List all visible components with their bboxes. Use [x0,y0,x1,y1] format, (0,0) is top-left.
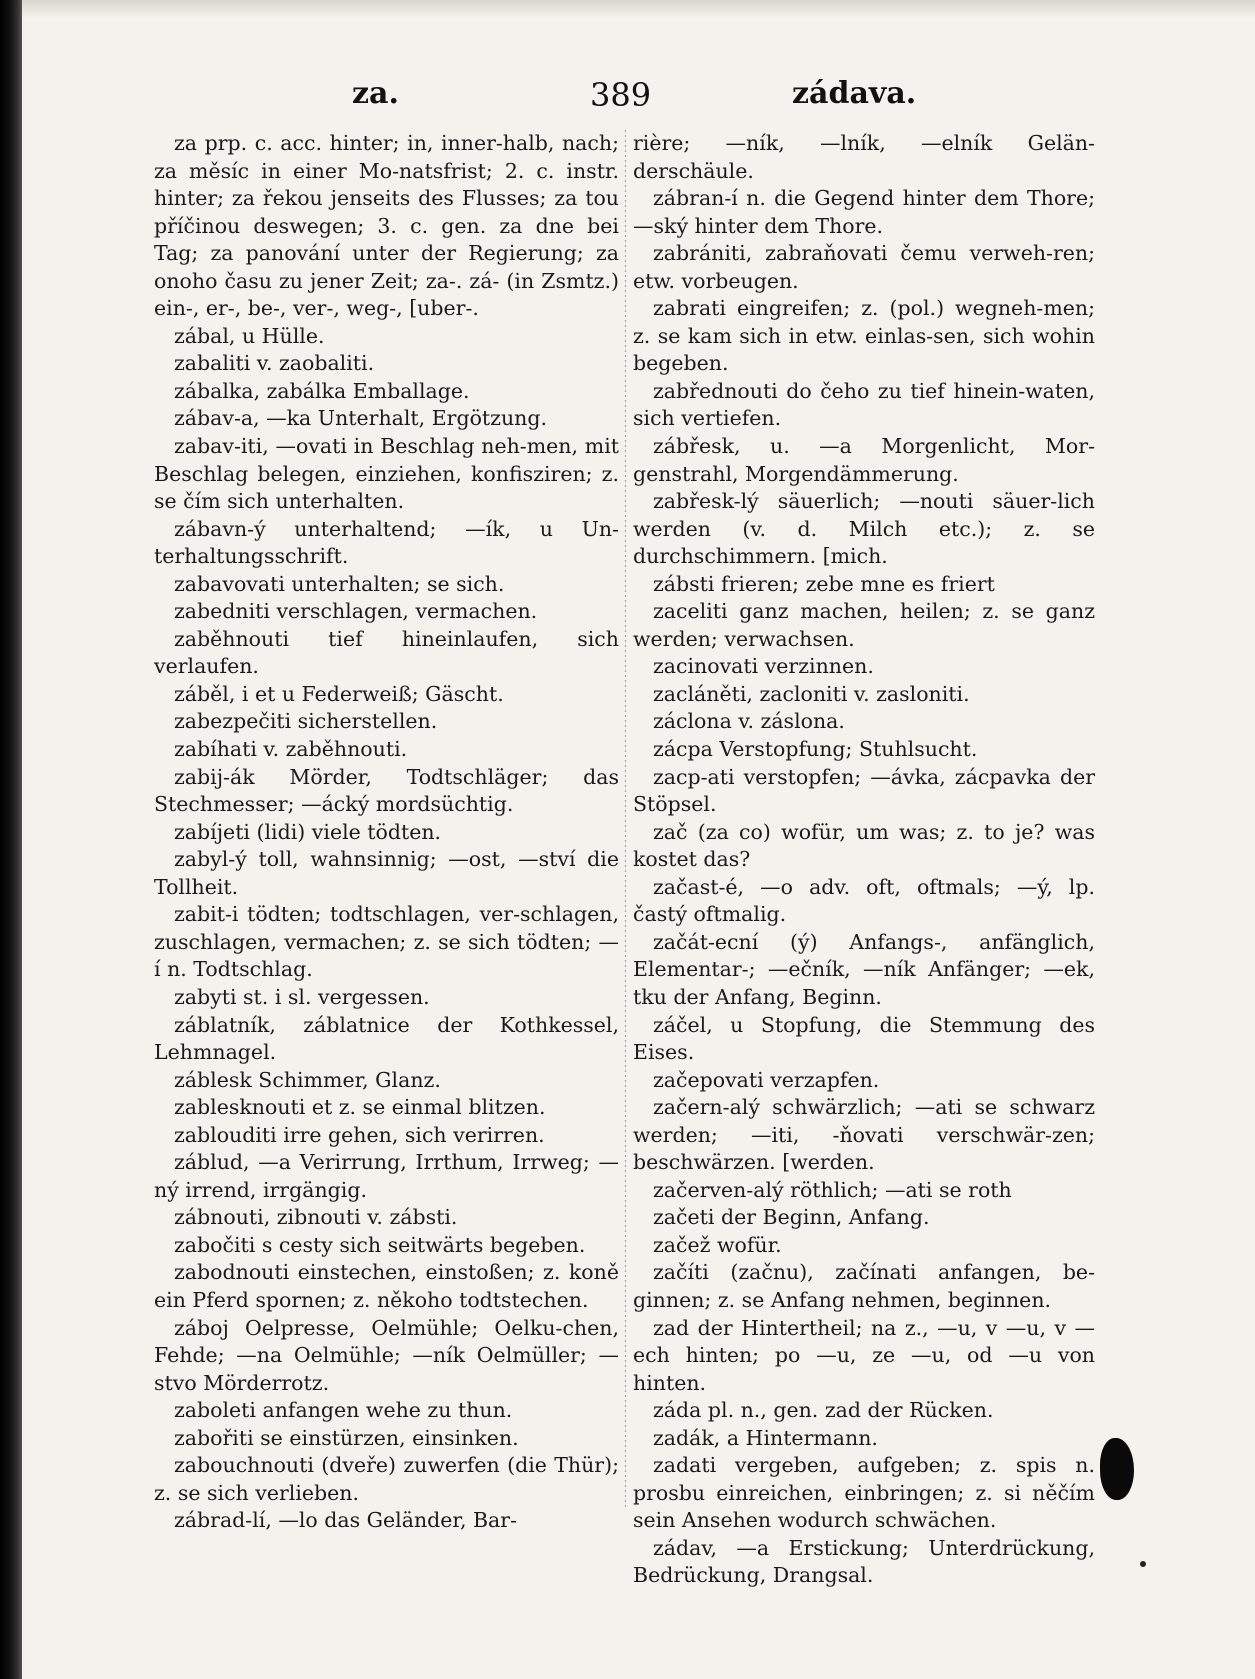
dictionary-entry: zabíjeti (lidi) viele tödten. [174,819,442,844]
dictionary-entry: zábrad-lí, —lo das Geländer, Bar- [174,1508,517,1533]
dictionary-entry: zaceliti ganz machen, heilen; z. se ganz werden; verwachsen. [633,599,1095,651]
dictionary-entry: zabíhati v. zaběhnouti. [174,737,408,762]
page-edge-shadow [22,0,1255,18]
dictionary-entry: zabořiti se einstürzen, einsinken. [174,1425,519,1450]
dictionary-entry: začež wofür. [653,1232,782,1257]
binding-gutter [0,0,22,1679]
dictionary-entry: záblud, —a Verirrung, Irrthum, Irrweg; —ný irrend, irrgängig. [154,1150,619,1202]
dictionary-entry: zádav, —a Erstickung; Unterdrückung, Bedrückung, Drangsal. [633,1535,1095,1588]
dictionary-entry: začern-alý schwärzlich; —ati se schwarz werden; —iti, -ňovati verschwär-zen; beschwärzen. [werden. [633,1095,1095,1175]
dictionary-entry: zábavn-ý unterhaltend; —ík, u Un-terhaltungsschrift. [154,516,619,569]
page-number: 389 [590,76,652,114]
dictionary-entry: zabřednouti do čeho zu tief hinein-waten, sich vertiefen. [633,378,1095,431]
dictionary-entry: zabyti st. i sl. vergessen. [174,984,430,1009]
dictionary-entry: zabit-i tödten; todtschlagen, ver-schlagen, zuschlagen, vermachen; z. se sich tödten; —í n. Todtschlag. [154,902,619,982]
dictionary-entry: zabouchnouti (dveře) zuwerfen (die Thür); z. se sich verlieben. [154,1453,619,1505]
left-column [154,130,619,1535]
dictionary-entry: zabrati eingreifen; z. (pol.) wegneh-men; z. se kam sich in etw. einlas-sen, sich wohin begeben. [633,296,1095,376]
dictionary-entry: začíti (začnu), začínati anfangen, be-ginnen; z. se Anfang nehmen, beginnen. [633,1260,1095,1312]
dictionary-entry: zabavovati unterhalten; se sich. [174,571,505,596]
dictionary-entry: začerven-alý röthlich; —ati se roth [653,1177,1012,1202]
dictionary-entry: zabezpečiti sicherstellen. [174,709,438,734]
dictionary-page [22,0,1255,1679]
dictionary-entry: zacinovati verzinnen. [653,654,874,679]
dictionary-entry: zábnouti, zibnouti v. zábsti. [174,1205,458,1230]
dictionary-entry: začeti der Beginn, Anfang. [653,1205,930,1230]
dictionary-entry: záclona v. záslona. [653,709,845,734]
header-first-entry: za. [352,76,399,111]
dictionary-entry: zabav-iti, —ovati in Beschlag neh-men, mit Beschlag belegen, einziehen, konfisziren; z. se čím sich unterhalten. [154,434,619,514]
ink-blot [1100,1438,1134,1500]
dictionary-entry: zacláněti, zacloniti v. zasloniti. [653,681,970,706]
dictionary-entry: zabřesk-lý säuerlich; —nouti säuer-lich werden (v. d. Milch etc.); z. se durchschimmern. [mich. [633,489,1095,569]
ink-speck [1140,1561,1146,1567]
dictionary-entry: zacp-ati verstopfen; —ávka, zácpavka der Stöpsel. [633,764,1095,817]
dictionary-entry: začát-ecní (ý) Anfangs-, anfänglich, Elementar-; —ečník, —ník Anfänger; —ek, tku der Anfang, Beginn. [633,929,1095,1009]
dictionary-entry: zaběhnouti tief hineinlaufen, sich verlaufen. [154,626,619,679]
dictionary-entry: zábřesk, u. —a Morgenlicht, Mor-genstrahl, Morgendämmerung. [633,434,1095,486]
dictionary-entry: zaboleti anfangen wehe zu thun. [174,1398,513,1423]
dictionary-entry: zábav-a, —ka Unterhalt, Ergötzung. [174,406,548,431]
dictionary-entry: záčel, u Stopfung, die Stemmung des Eises. [633,1012,1095,1065]
header-last-entry: zádava. [792,76,917,111]
dictionary-entry: záblatník, záblatnice der Kothkessel, Lehmnagel. [154,1012,619,1065]
running-header [22,76,1255,122]
dictionary-entry: zač (za co) wofür, um was; z. to je? was kostet das? [633,819,1095,872]
dictionary-entry: zábran-í n. die Gegend hinter dem Thore; —ský hinter dem Thore. [633,186,1095,238]
column-divider [625,130,626,1510]
dictionary-entry: zácpa Verstopfung; Stuhlsucht. [653,737,978,762]
dictionary-entry: zabodnouti einstechen, einstoßen; z. koně ein Pferd spornen; z. někoho todtstechen. [154,1260,619,1312]
right-column [633,130,1095,1590]
dictionary-entry: rière; —ník, —lník, —elník Gelän-derschäule. [633,131,1095,183]
dictionary-entry: zablouditi irre gehen, sich verirren. [174,1122,545,1147]
dictionary-entry: záboj Oelpresse, Oelmühle; Oelku-chen, Fehde; —na Oelmühle; —ník Oelmüller; —stvo Mörderrotz. [154,1315,619,1395]
dictionary-entry: záda pl. n., gen. zad der Rücken. [653,1398,994,1423]
dictionary-entry: zábalka, zabálka Emballage. [174,378,470,403]
dictionary-entry: zadati vergeben, aufgeben; z. spis n. prosbu einreichen, einbringen; z. si něčím sein Ansehen wodurch schwächen. [633,1453,1095,1533]
dictionary-entry: zábal, u Hülle. [174,323,325,348]
dictionary-entry: začepovati verzapfen. [653,1067,880,1092]
dictionary-entry: zabyl-ý toll, wahnsinnig; —ost, —ství die Tollheit. [154,847,619,899]
dictionary-entry: zabočiti s cesty sich seitwärts begeben. [174,1232,586,1257]
dictionary-entry: záblesk Schimmer, Glanz. [174,1067,441,1092]
dictionary-entry: zabrániti, zabraňovati čemu verweh-ren; etw. vorbeugen. [633,241,1095,293]
dictionary-entry: zad der Hintertheil; na z., —u, v —u, v —ech hinten; po —u, ze —u, od —u von hinten. [633,1315,1095,1395]
dictionary-entry: zabaliti v. zaobaliti. [174,351,375,376]
dictionary-entry: za prp. c. acc. hinter; in, inner-halb, nach; za měsíc in einer Mo-natsfrist; 2. c. instr. hinter; za řekou jenseits des Flusses; za tou příčinou deswegen; 3. c. gen. za dne bei Tag; za panování unter der Regierung; za onoho času zu jener Zeit; za-. zá- (in Zsmtz.) ein-, er-, be-, ver-, weg-, [uber-. [154,131,619,321]
dictionary-entry: začast-é, —o adv. oft, oftmals; —ý, lp. častý oftmalig. [633,874,1095,927]
dictionary-entry: zábsti frieren; zebe mne es friert [653,571,995,596]
dictionary-entry: záběl, i et u Federweiß; Gäscht. [174,681,504,706]
dictionary-entry: zabij-ák Mörder, Todtschläger; das Stechmesser; —ácký mordsüchtig. [154,764,619,817]
dictionary-entry: zablesknouti et z. se einmal blitzen. [174,1095,546,1120]
dictionary-entry: zadák, a Hintermann. [653,1425,878,1450]
dictionary-entry: zabedniti verschlagen, vermachen. [174,599,538,624]
